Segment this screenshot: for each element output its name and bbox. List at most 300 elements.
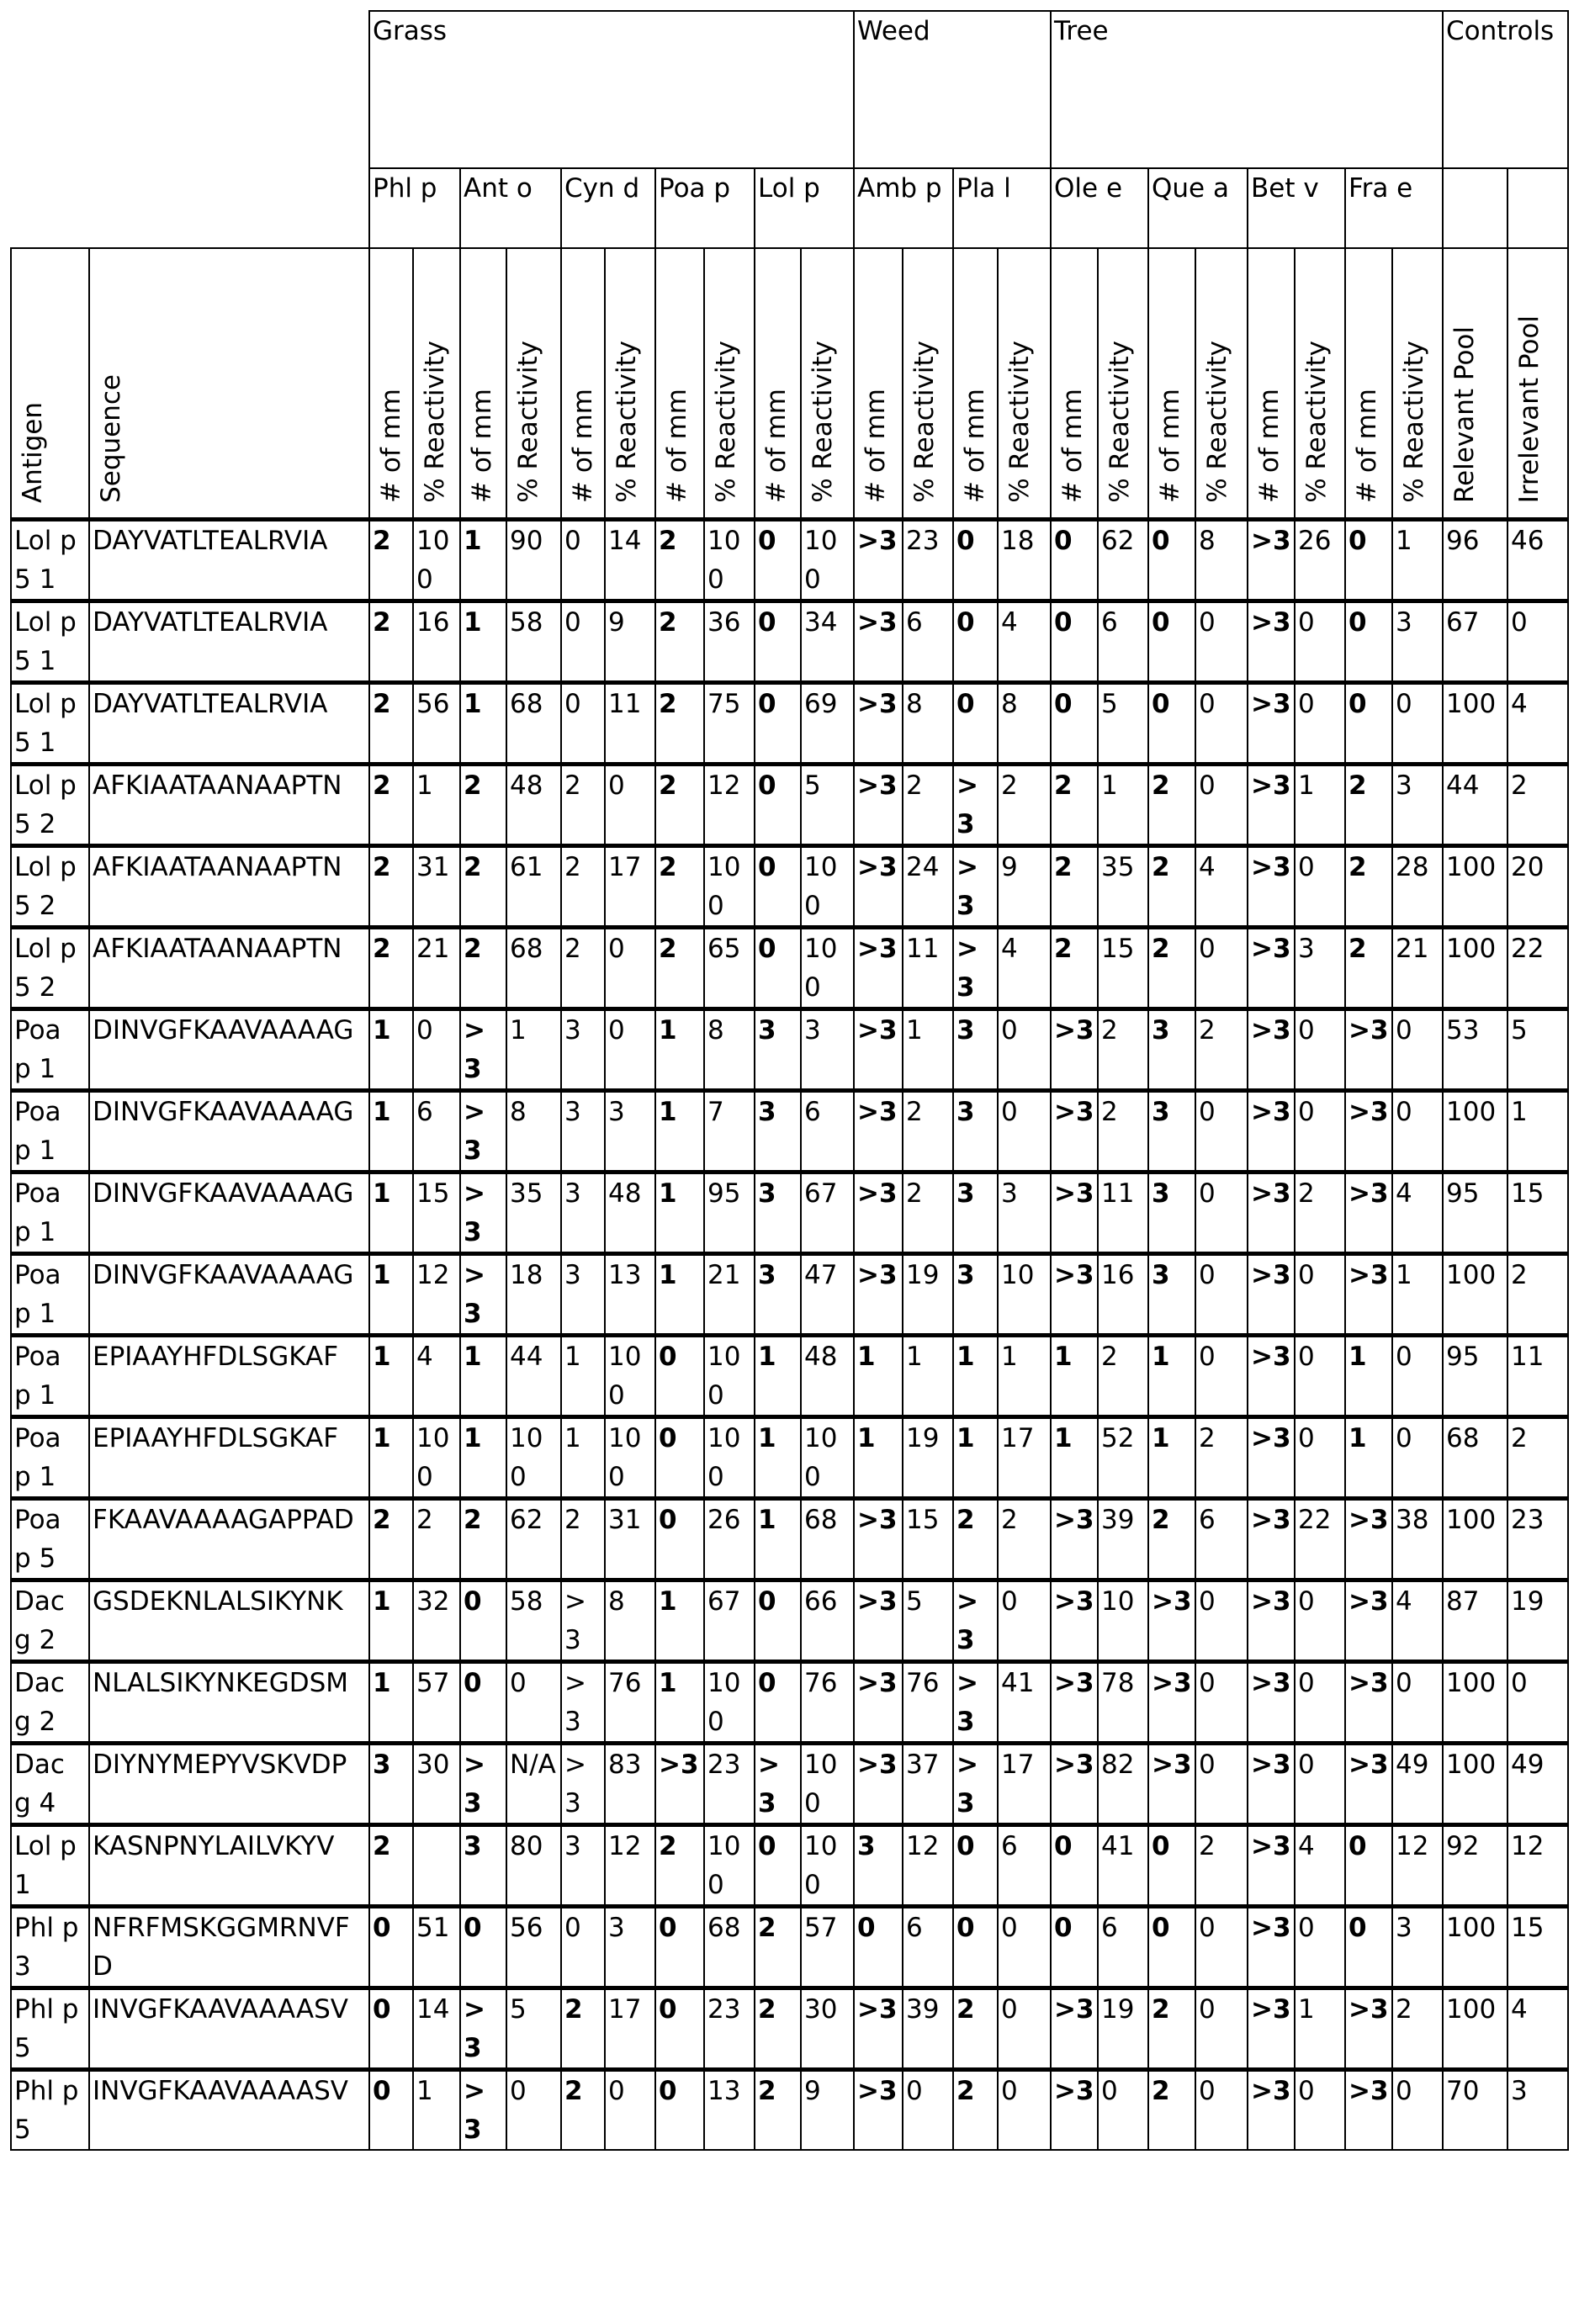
mismatch-cell: 2 [1345, 765, 1392, 846]
header-percent-reactivity: % Reactivity [1195, 248, 1248, 520]
mismatch-cell: >3 [1051, 1662, 1098, 1744]
relevant-pool-cell: 100 [1443, 1744, 1507, 1825]
mismatch-cell: >3 [1248, 1907, 1295, 1988]
mismatch-cell: 2 [755, 1907, 801, 1988]
reactivity-cell: 100 [605, 1336, 655, 1417]
irrelevant-pool-cell: 46 [1507, 520, 1568, 601]
reactivity-cell: 0 [998, 2070, 1051, 2151]
mismatch-cell: >3 [854, 1254, 903, 1336]
reactivity-cell: 0 [1195, 1336, 1248, 1417]
table-row [11, 601, 1568, 683]
mismatch-cell: 3 [953, 1091, 998, 1173]
reactivity-cell: 51 [413, 1907, 460, 1988]
reactivity-cell: 0 [1295, 1091, 1345, 1173]
antigen-cell: Lol p 5 2 [11, 765, 89, 846]
mismatch-cell: 3 [755, 1173, 801, 1254]
reactivity-cell: 13 [704, 2070, 755, 2151]
reactivity-cell: 62 [1098, 520, 1148, 601]
reactivity-cell: 0 [998, 1580, 1051, 1662]
header-percent-reactivity: % Reactivity [1098, 248, 1148, 520]
mismatch-cell: >3 [1148, 1580, 1195, 1662]
reactivity-cell: 52 [1098, 1417, 1148, 1499]
mismatch-cell: 1 [561, 1336, 605, 1417]
reactivity-cell: 76 [903, 1662, 953, 1744]
relevant-pool-cell: 100 [1443, 1254, 1507, 1336]
mismatch-cell: >3 [1248, 1744, 1295, 1825]
mismatch-cell: 2 [1148, 765, 1195, 846]
irrelevant-pool-cell: 4 [1507, 1988, 1568, 2070]
mismatch-cell: 2 [369, 1825, 413, 1907]
reactivity-cell: 15 [903, 1499, 953, 1580]
reactivity-cell: 23 [704, 1988, 755, 2070]
reactivity-cell: 6 [1098, 1907, 1148, 1988]
relevant-pool-cell: 95 [1443, 1336, 1507, 1417]
mismatch-cell: 1 [460, 1336, 506, 1417]
relevant-pool-cell: 96 [1443, 520, 1507, 601]
mismatch-cell: 0 [1148, 1907, 1195, 1988]
reactivity-cell: 13 [605, 1254, 655, 1336]
mismatch-cell: >3 [1051, 1988, 1098, 2070]
reactivity-cell: 31 [413, 846, 460, 928]
mismatch-cell: 3 [755, 1091, 801, 1173]
mismatch-cell: >3 [1345, 2070, 1392, 2151]
mismatch-cell: 1 [369, 1417, 413, 1499]
reactivity-cell: 3 [1392, 1907, 1443, 1988]
mismatch-cell: 0 [755, 520, 801, 601]
reactivity-cell: 100 [801, 520, 854, 601]
column-header-row [11, 248, 1568, 520]
reactivity-cell: 6 [903, 1907, 953, 1988]
mismatch-cell: >3 [1248, 1580, 1295, 1662]
reactivity-cell: 5 [801, 765, 854, 846]
reactivity-cell: 58 [506, 1580, 561, 1662]
table-row [11, 846, 1568, 928]
reactivity-cell: 0 [1295, 1580, 1345, 1662]
mismatch-cell: 2 [1345, 846, 1392, 928]
relevant-pool-cell: 100 [1443, 1091, 1507, 1173]
reactivity-cell: 0 [1295, 846, 1345, 928]
mismatch-cell: >3 [1248, 928, 1295, 1009]
mismatch-cell: 2 [755, 1988, 801, 2070]
mismatch-cell: 1 [655, 1580, 704, 1662]
reactivity-cell: 0 [1295, 1254, 1345, 1336]
reactivity-cell: 2 [1098, 1091, 1148, 1173]
sequence-cell: EPIAAYHFDLSGKAF [89, 1336, 369, 1417]
antigen-cell: Dac g 2 [11, 1580, 89, 1662]
mismatch-cell: 0 [755, 683, 801, 765]
mismatch-cell: >3 [1051, 1254, 1098, 1336]
reactivity-cell: 83 [605, 1744, 655, 1825]
mismatch-cell: >3 [1345, 1009, 1392, 1091]
reactivity-cell: 3 [998, 1173, 1051, 1254]
allergen-header: Lol p [755, 168, 854, 248]
reactivity-cell: 69 [801, 683, 854, 765]
reactivity-cell: 56 [506, 1907, 561, 1988]
reactivity-cell: 26 [704, 1499, 755, 1580]
mismatch-cell: 0 [369, 2070, 413, 2151]
reactivity-cell: 0 [1195, 928, 1248, 1009]
reactivity-cell: 1 [1098, 765, 1148, 846]
reactivity-cell: 21 [1392, 928, 1443, 1009]
reactivity-cell: 14 [605, 520, 655, 601]
reactivity-cell: 0 [1195, 1744, 1248, 1825]
reactivity-cell: 76 [801, 1662, 854, 1744]
reactivity-cell: 57 [801, 1907, 854, 1988]
mismatch-cell: 0 [1345, 601, 1392, 683]
reactivity-cell: 0 [1195, 1580, 1248, 1662]
mismatch-cell: 1 [1345, 1336, 1392, 1417]
reactivity-cell: 0 [1295, 1336, 1345, 1417]
mismatch-cell: 1 [369, 1009, 413, 1091]
header-percent-reactivity: % Reactivity [506, 248, 561, 520]
mismatch-cell: 3 [561, 1009, 605, 1091]
reactivity-cell: 0 [1195, 683, 1248, 765]
blank-corner [11, 11, 369, 168]
mismatch-cell: 0 [953, 1825, 998, 1907]
reactivity-cell: 0 [1195, 1173, 1248, 1254]
mismatch-cell: >3 [1345, 1988, 1392, 2070]
table-row [11, 683, 1568, 765]
reactivity-cell: 58 [506, 601, 561, 683]
mismatch-cell: 0 [655, 1499, 704, 1580]
mismatch-cell: 2 [369, 520, 413, 601]
reactivity-cell: 0 [998, 1091, 1051, 1173]
mismatch-cell: 0 [1148, 520, 1195, 601]
mismatch-cell: 0 [561, 683, 605, 765]
sequence-cell: DIYNYMEPYVSKVDP [89, 1744, 369, 1825]
reactivity-cell: 2 [903, 765, 953, 846]
reactivity-cell: 4 [1295, 1825, 1345, 1907]
mismatch-cell: >3 [1345, 1662, 1392, 1744]
header-num-mismatches: # of mm [655, 248, 704, 520]
mismatch-cell: 3 [561, 1254, 605, 1336]
reactivity-cell: 66 [801, 1580, 854, 1662]
reactivity-cell: 100 [801, 1744, 854, 1825]
mismatch-cell: 0 [1148, 601, 1195, 683]
irrelevant-pool-cell: 11 [1507, 1336, 1568, 1417]
mismatch-cell: 3 [755, 1009, 801, 1091]
mismatch-cell: 1 [1148, 1336, 1195, 1417]
mismatch-cell: 0 [755, 601, 801, 683]
table-row [11, 1091, 1568, 1173]
mismatch-cell: >3 [953, 1580, 998, 1662]
mismatch-cell: >3 [854, 683, 903, 765]
reactivity-cell: 18 [998, 520, 1051, 601]
mismatch-cell: >3 [1248, 1825, 1295, 1907]
sequence-cell: INVGFKAAVAAAASV [89, 2070, 369, 2151]
reactivity-cell: 80 [506, 1825, 561, 1907]
mismatch-cell: 2 [561, 2070, 605, 2151]
reactivity-cell: 0 [1098, 2070, 1148, 2151]
mismatch-cell: 1 [369, 1336, 413, 1417]
mismatch-cell: >3 [460, 1744, 506, 1825]
antigen-cell: Phl p 5 [11, 2070, 89, 2151]
mismatch-cell: >3 [953, 928, 998, 1009]
relevant-pool-cell: 100 [1443, 846, 1507, 928]
sequence-cell: AFKIAATAANAAPTN [89, 928, 369, 1009]
mismatch-cell: 1 [369, 1254, 413, 1336]
reactivity-cell: 35 [1098, 846, 1148, 928]
mismatch-cell: 2 [655, 1825, 704, 1907]
reactivity-cell: 78 [1098, 1662, 1148, 1744]
mismatch-cell: 1 [460, 683, 506, 765]
reactivity-cell: 35 [506, 1173, 561, 1254]
reactivity-cell: 12 [413, 1254, 460, 1336]
mismatch-cell: 0 [953, 520, 998, 601]
reactivity-cell: 68 [801, 1499, 854, 1580]
mismatch-cell: >3 [1248, 1254, 1295, 1336]
reactivity-cell: 10 [1098, 1580, 1148, 1662]
irrelevant-pool-cell: 1 [1507, 1091, 1568, 1173]
sequence-cell: DINVGFKAAVAAAAG [89, 1173, 369, 1254]
mismatch-cell: 3 [755, 1254, 801, 1336]
reactivity-cell: 100 [413, 520, 460, 601]
antigen-cell: Poa p 1 [11, 1009, 89, 1091]
reactivity-cell: 0 [1392, 683, 1443, 765]
reactivity-cell: 100 [506, 1417, 561, 1499]
reactivity-cell: 21 [704, 1254, 755, 1336]
reactivity-cell: 100 [704, 846, 755, 928]
irrelevant-pool-cell: 2 [1507, 765, 1568, 846]
sequence-cell: DAYVATLTEALRVIA [89, 601, 369, 683]
mismatch-cell: 0 [1148, 1825, 1195, 1907]
group-controls: Controls [1443, 11, 1568, 168]
reactivity-cell: 9 [998, 846, 1051, 928]
header-antigen: Antigen [11, 248, 89, 520]
reactivity-cell: 8 [1195, 520, 1248, 601]
mismatch-cell: 2 [655, 520, 704, 601]
relevant-pool-cell: 95 [1443, 1173, 1507, 1254]
mismatch-cell: >3 [953, 765, 998, 846]
mismatch-cell: 1 [655, 1254, 704, 1336]
reactivity-cell: 12 [704, 765, 755, 846]
reactivity-cell: 56 [413, 683, 460, 765]
mismatch-cell: 2 [460, 846, 506, 928]
mismatch-cell: >3 [1248, 2070, 1295, 2151]
reactivity-cell: 18 [506, 1254, 561, 1336]
header-num-mismatches: # of mm [1248, 248, 1295, 520]
mismatch-cell: 1 [460, 601, 506, 683]
irrelevant-pool-cell: 20 [1507, 846, 1568, 928]
relevant-pool-cell: 100 [1443, 1499, 1507, 1580]
sequence-cell: KASNPNYLAILVKYV [89, 1825, 369, 1907]
reactivity-cell: 38 [1392, 1499, 1443, 1580]
mismatch-cell: 2 [755, 2070, 801, 2151]
group-tree: Tree [1051, 11, 1443, 168]
allergen-header-row [11, 168, 1568, 248]
reactivity-cell: 4 [1392, 1580, 1443, 1662]
mismatch-cell: 2 [460, 928, 506, 1009]
reactivity-cell: 0 [1392, 2070, 1443, 2151]
mismatch-cell: 3 [1148, 1254, 1195, 1336]
reactivity-cell: 0 [1195, 1907, 1248, 1988]
mismatch-cell: >3 [1248, 683, 1295, 765]
reactivity-cell: 39 [903, 1988, 953, 2070]
mismatch-cell: 0 [655, 1907, 704, 1988]
mismatch-cell: 2 [1345, 928, 1392, 1009]
sequence-cell: EPIAAYHFDLSGKAF [89, 1417, 369, 1499]
reactivity-cell: 100 [801, 1417, 854, 1499]
antigen-cell: Lol p 5 2 [11, 846, 89, 928]
reactivity-cell: 0 [1392, 1662, 1443, 1744]
mismatch-cell: 1 [1051, 1417, 1098, 1499]
mismatch-cell: 0 [755, 1662, 801, 1744]
irrelevant-pool-cell: 2 [1507, 1254, 1568, 1336]
mismatch-cell: 1 [1148, 1417, 1195, 1499]
antigen-cell: Lol p 5 1 [11, 601, 89, 683]
reactivity-cell: 0 [1295, 1009, 1345, 1091]
mismatch-cell: >3 [561, 1662, 605, 1744]
controls-subheader-empty [1443, 168, 1507, 248]
irrelevant-pool-cell: 23 [1507, 1499, 1568, 1580]
relevant-pool-cell: 53 [1443, 1009, 1507, 1091]
reactivity-cell: 95 [704, 1173, 755, 1254]
irrelevant-pool-cell: 4 [1507, 683, 1568, 765]
reactivity-cell: 0 [998, 1009, 1051, 1091]
mismatch-cell: >3 [1248, 601, 1295, 683]
allergen-header: Ant o [460, 168, 561, 248]
mismatch-cell: 2 [561, 928, 605, 1009]
header-num-mismatches: # of mm [1051, 248, 1098, 520]
header-num-mismatches: # of mm [369, 248, 413, 520]
mismatch-cell: 1 [655, 1173, 704, 1254]
mismatch-cell: 2 [369, 683, 413, 765]
group-weed: Weed [854, 11, 1051, 168]
reactivity-cell: 2 [903, 1173, 953, 1254]
reactivity-cell: 2 [413, 1499, 460, 1580]
reactivity-cell: 2 [1195, 1825, 1248, 1907]
mismatch-cell: 2 [460, 1499, 506, 1580]
reactivity-cell: 4 [1392, 1173, 1443, 1254]
reactivity-cell: 76 [605, 1662, 655, 1744]
reactivity-cell: 3 [605, 1907, 655, 1988]
reactivity-cell: 2 [998, 765, 1051, 846]
antigen-cell: Poa p 1 [11, 1173, 89, 1254]
reactivity-cell: 6 [903, 601, 953, 683]
sequence-cell: GSDEKNLALSIKYNK [89, 1580, 369, 1662]
reactivity-cell: 68 [506, 928, 561, 1009]
mismatch-cell: 0 [1345, 683, 1392, 765]
mismatch-cell: 3 [369, 1744, 413, 1825]
mismatch-cell: 1 [854, 1336, 903, 1417]
reactivity-cell: 0 [1295, 601, 1345, 683]
sequence-cell: NFRFMSKGGMRNVFD [89, 1907, 369, 1988]
reactivity-cell: 8 [605, 1580, 655, 1662]
irrelevant-pool-cell: 0 [1507, 1662, 1568, 1744]
mismatch-cell: 0 [1051, 1825, 1098, 1907]
mismatch-cell: 2 [655, 765, 704, 846]
mismatch-cell: 3 [561, 1173, 605, 1254]
relevant-pool-cell: 100 [1443, 928, 1507, 1009]
reactivity-cell: 19 [903, 1417, 953, 1499]
mismatch-cell: >3 [1345, 1744, 1392, 1825]
reactivity-cell: 5 [1098, 683, 1148, 765]
header-num-mismatches: # of mm [755, 248, 801, 520]
mismatch-cell: >3 [460, 2070, 506, 2151]
table-row [11, 1499, 1568, 1580]
allergen-header: Fra e [1345, 168, 1443, 248]
mismatch-cell: 2 [1051, 846, 1098, 928]
header-percent-reactivity: % Reactivity [1295, 248, 1345, 520]
mismatch-cell: 0 [1051, 601, 1098, 683]
irrelevant-pool-cell: 2 [1507, 1417, 1568, 1499]
table-row [11, 1254, 1568, 1336]
antigen-cell: Lol p 1 [11, 1825, 89, 1907]
mismatch-cell: 3 [953, 1254, 998, 1336]
reactivity-cell: 17 [605, 1988, 655, 2070]
mismatch-cell: 2 [953, 1988, 998, 2070]
antigen-cell: Poa p 5 [11, 1499, 89, 1580]
header-sequence: Sequence [89, 248, 369, 520]
mismatch-cell: >3 [460, 1173, 506, 1254]
sequence-cell: DAYVATLTEALRVIA [89, 520, 369, 601]
header-percent-reactivity: % Reactivity [903, 248, 953, 520]
mismatch-cell: 0 [655, 1417, 704, 1499]
reactivity-cell: 0 [506, 1662, 561, 1744]
mismatch-cell: >3 [854, 520, 903, 601]
mismatch-cell: 2 [1051, 765, 1098, 846]
reactivity-cell: 30 [801, 1988, 854, 2070]
antigen-cell: Dac g 4 [11, 1744, 89, 1825]
relevant-pool-cell: 100 [1443, 683, 1507, 765]
mismatch-cell: 1 [369, 1173, 413, 1254]
reactivity-cell: 26 [1295, 520, 1345, 601]
reactivity-cell: 65 [704, 928, 755, 1009]
mismatch-cell: 2 [1148, 2070, 1195, 2151]
table-row [11, 1988, 1568, 2070]
reactivity-cell: 6 [998, 1825, 1051, 1907]
antigen-cell: Lol p 5 2 [11, 928, 89, 1009]
mismatch-cell: 0 [561, 601, 605, 683]
reactivity-cell: 62 [506, 1499, 561, 1580]
mismatch-cell: >3 [1345, 1580, 1392, 1662]
table-row [11, 1009, 1568, 1091]
mismatch-cell: 3 [1148, 1009, 1195, 1091]
mismatch-cell: >3 [1248, 846, 1295, 928]
irrelevant-pool-cell: 49 [1507, 1744, 1568, 1825]
reactivity-cell: 100 [704, 1417, 755, 1499]
reactivity-cell: 11 [605, 683, 655, 765]
reactivity-cell: 68 [506, 683, 561, 765]
reactivity-cell: 100 [704, 1662, 755, 1744]
table-row [11, 1825, 1568, 1907]
relevant-pool-cell: 70 [1443, 2070, 1507, 2151]
antigen-cell: Dac g 2 [11, 1662, 89, 1744]
mismatch-cell: 1 [1345, 1417, 1392, 1499]
reactivity-cell: 0 [998, 1988, 1051, 2070]
mismatch-cell: 0 [1345, 520, 1392, 601]
reactivity-cell: 19 [903, 1254, 953, 1336]
reactivity-cell: 0 [1295, 1662, 1345, 1744]
reactivity-cell: 0 [605, 928, 655, 1009]
mismatch-cell: 0 [755, 1825, 801, 1907]
mismatch-cell: 2 [1148, 928, 1195, 1009]
reactivity-cell: 34 [801, 601, 854, 683]
reactivity-cell: 15 [1098, 928, 1148, 1009]
reactivity-cell: 6 [413, 1091, 460, 1173]
mismatch-cell: 0 [1051, 1907, 1098, 1988]
mismatch-cell: 0 [755, 846, 801, 928]
mismatch-cell: 1 [1051, 1336, 1098, 1417]
mismatch-cell: 1 [854, 1417, 903, 1499]
mismatch-cell: 1 [369, 1662, 413, 1744]
mismatch-cell: >3 [854, 1580, 903, 1662]
mismatch-cell: >3 [854, 1988, 903, 2070]
table-row [11, 1417, 1568, 1499]
reactivity-cell: 16 [1098, 1254, 1148, 1336]
mismatch-cell: >3 [755, 1744, 801, 1825]
mismatch-cell: 0 [369, 1988, 413, 2070]
